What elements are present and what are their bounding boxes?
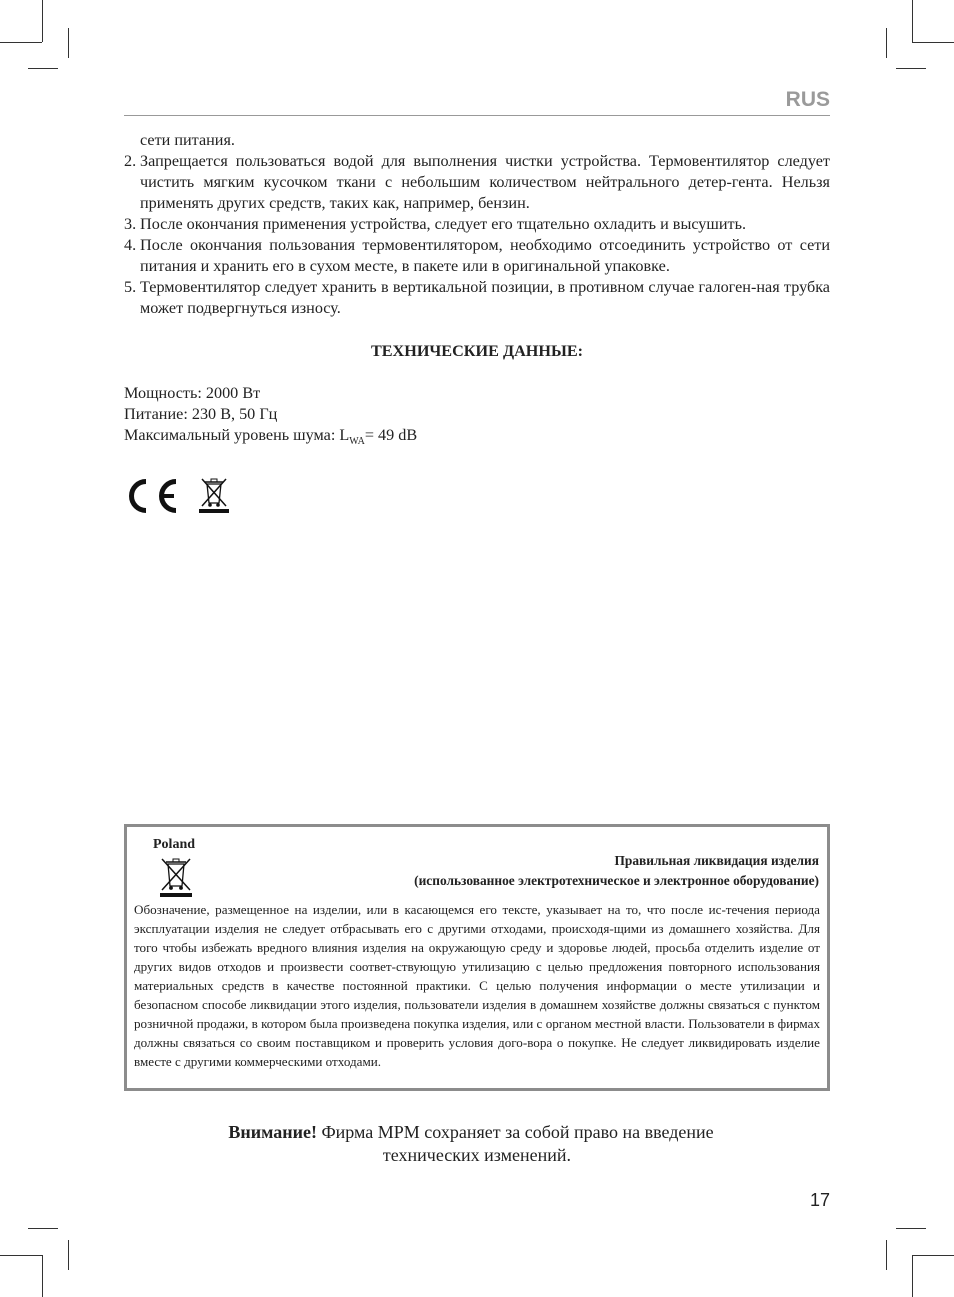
tech-specs [124, 383, 830, 452]
crop-mark [912, 42, 954, 43]
list-number: 3. [124, 215, 137, 233]
list-item [124, 151, 830, 214]
crop-mark [912, 1255, 913, 1297]
certification-logos [124, 476, 230, 514]
header-rule [124, 115, 830, 116]
list-number: 4. [124, 236, 137, 254]
crop-mark [896, 1228, 926, 1229]
crop-mark [68, 28, 69, 58]
list-text: После окончания применения устройства, следует его тщательно охладить и высушить. [140, 215, 747, 233]
notice [124, 1121, 830, 1167]
spec-power: Мощность: 2000 Вт [124, 384, 261, 402]
disposal-title [414, 851, 819, 891]
notice-bold: Внимание! [228, 1122, 317, 1142]
crop-mark [886, 28, 887, 58]
spec-noise [124, 425, 830, 452]
disposal-title-line1: Правильная ликвидация изделия [614, 853, 819, 868]
main-content [124, 130, 830, 452]
crop-mark [68, 1240, 69, 1270]
list-item [124, 277, 830, 319]
crop-mark [42, 1255, 43, 1297]
language-label: RUS [785, 88, 830, 111]
page-number: 17 [809, 1190, 830, 1210]
list-item [124, 235, 830, 277]
noise-suffix: = 49 dB [364, 426, 418, 444]
notice-line1 [124, 1121, 830, 1144]
disposal-box [124, 824, 830, 1091]
crop-mark [28, 1228, 58, 1229]
list-number: 5. [124, 278, 137, 296]
crop-mark [42, 0, 43, 42]
crossed-bin-icon [157, 856, 195, 898]
disposal-text: Обозначение, размещенное на изделии, или в касающемся его тексте, указывает на то, что после ис-течения периода эксплуатации изделия не следует отбрасывать его с другими отходами, происходя-щими из домашнего хозяйства. Для того чтобы избежать вредного влияния изделия на окружающую среду и здоровье людей, просьба отделить изделие от других видов отходов и произвести соответ-ствующую утилизацию с целью предложения повторного использования материальных средств в качестве постоянной практики. С целью получения информации о месте утилизации и безопасном способе ликвидации этого изделия, пользователи изделия в домашнем хозяйстве должны связаться с пунктом розничной продажи, в котором была произведена покупка изделия, или с органом местной власти. Пользователи в фирмах должны связаться со своим поставщиком и проверить условия дого-вора о покупке. Не следует ликвидировать изделие вместе с другими коммерческими отходами. [134, 902, 820, 1069]
crop-mark [912, 1255, 954, 1256]
list-text: Запрещается пользоваться водой для выполнения чистки устройства. Термовентилятор следует чистить мягким кусочком ткани с небольшим количеством нейтрального детер-гента. Нельзя применять других средств, таких как, например, бензин. [140, 152, 830, 212]
spec-supply: Питание: 230 В, 50 Гц [124, 405, 278, 423]
crop-mark [886, 1240, 887, 1270]
crop-mark [896, 68, 926, 69]
noise-subscript: WA [349, 436, 365, 448]
crop-mark [0, 1255, 42, 1256]
tech-heading: ТЕХНИЧЕСКИЕ ДАННЫЕ: [370, 342, 584, 360]
crop-mark [0, 42, 42, 43]
crossed-bin-icon [198, 476, 230, 514]
notice-text: Фирма MPM сохраняет за собой право на введение [316, 1122, 714, 1142]
crop-mark [912, 0, 913, 42]
country-label: Poland [153, 837, 196, 852]
noise-prefix: Максимальный уровень шума: L [124, 426, 350, 444]
list-text: Термовентилятор следует хранить в вертикальной позиции, в противном случае галоген-ная трубка может подвергнуться износу. [140, 278, 830, 317]
crop-mark [28, 68, 58, 69]
disposal-title-line2: (использованное электротехническое и электронное оборудование) [414, 873, 819, 888]
list-number: 2. [124, 152, 137, 170]
list-item [124, 214, 830, 235]
ce-mark-icon [124, 478, 180, 514]
notice-line2: технических изменений. [382, 1145, 572, 1165]
list-text: После окончания пользования термовентилятором, необходимо отсоединить устройство от сети питания и хранить его в сухом месте, в пакете или в оригинальной упаковке. [140, 236, 830, 275]
intro-continuation: сети питания. [140, 131, 235, 149]
